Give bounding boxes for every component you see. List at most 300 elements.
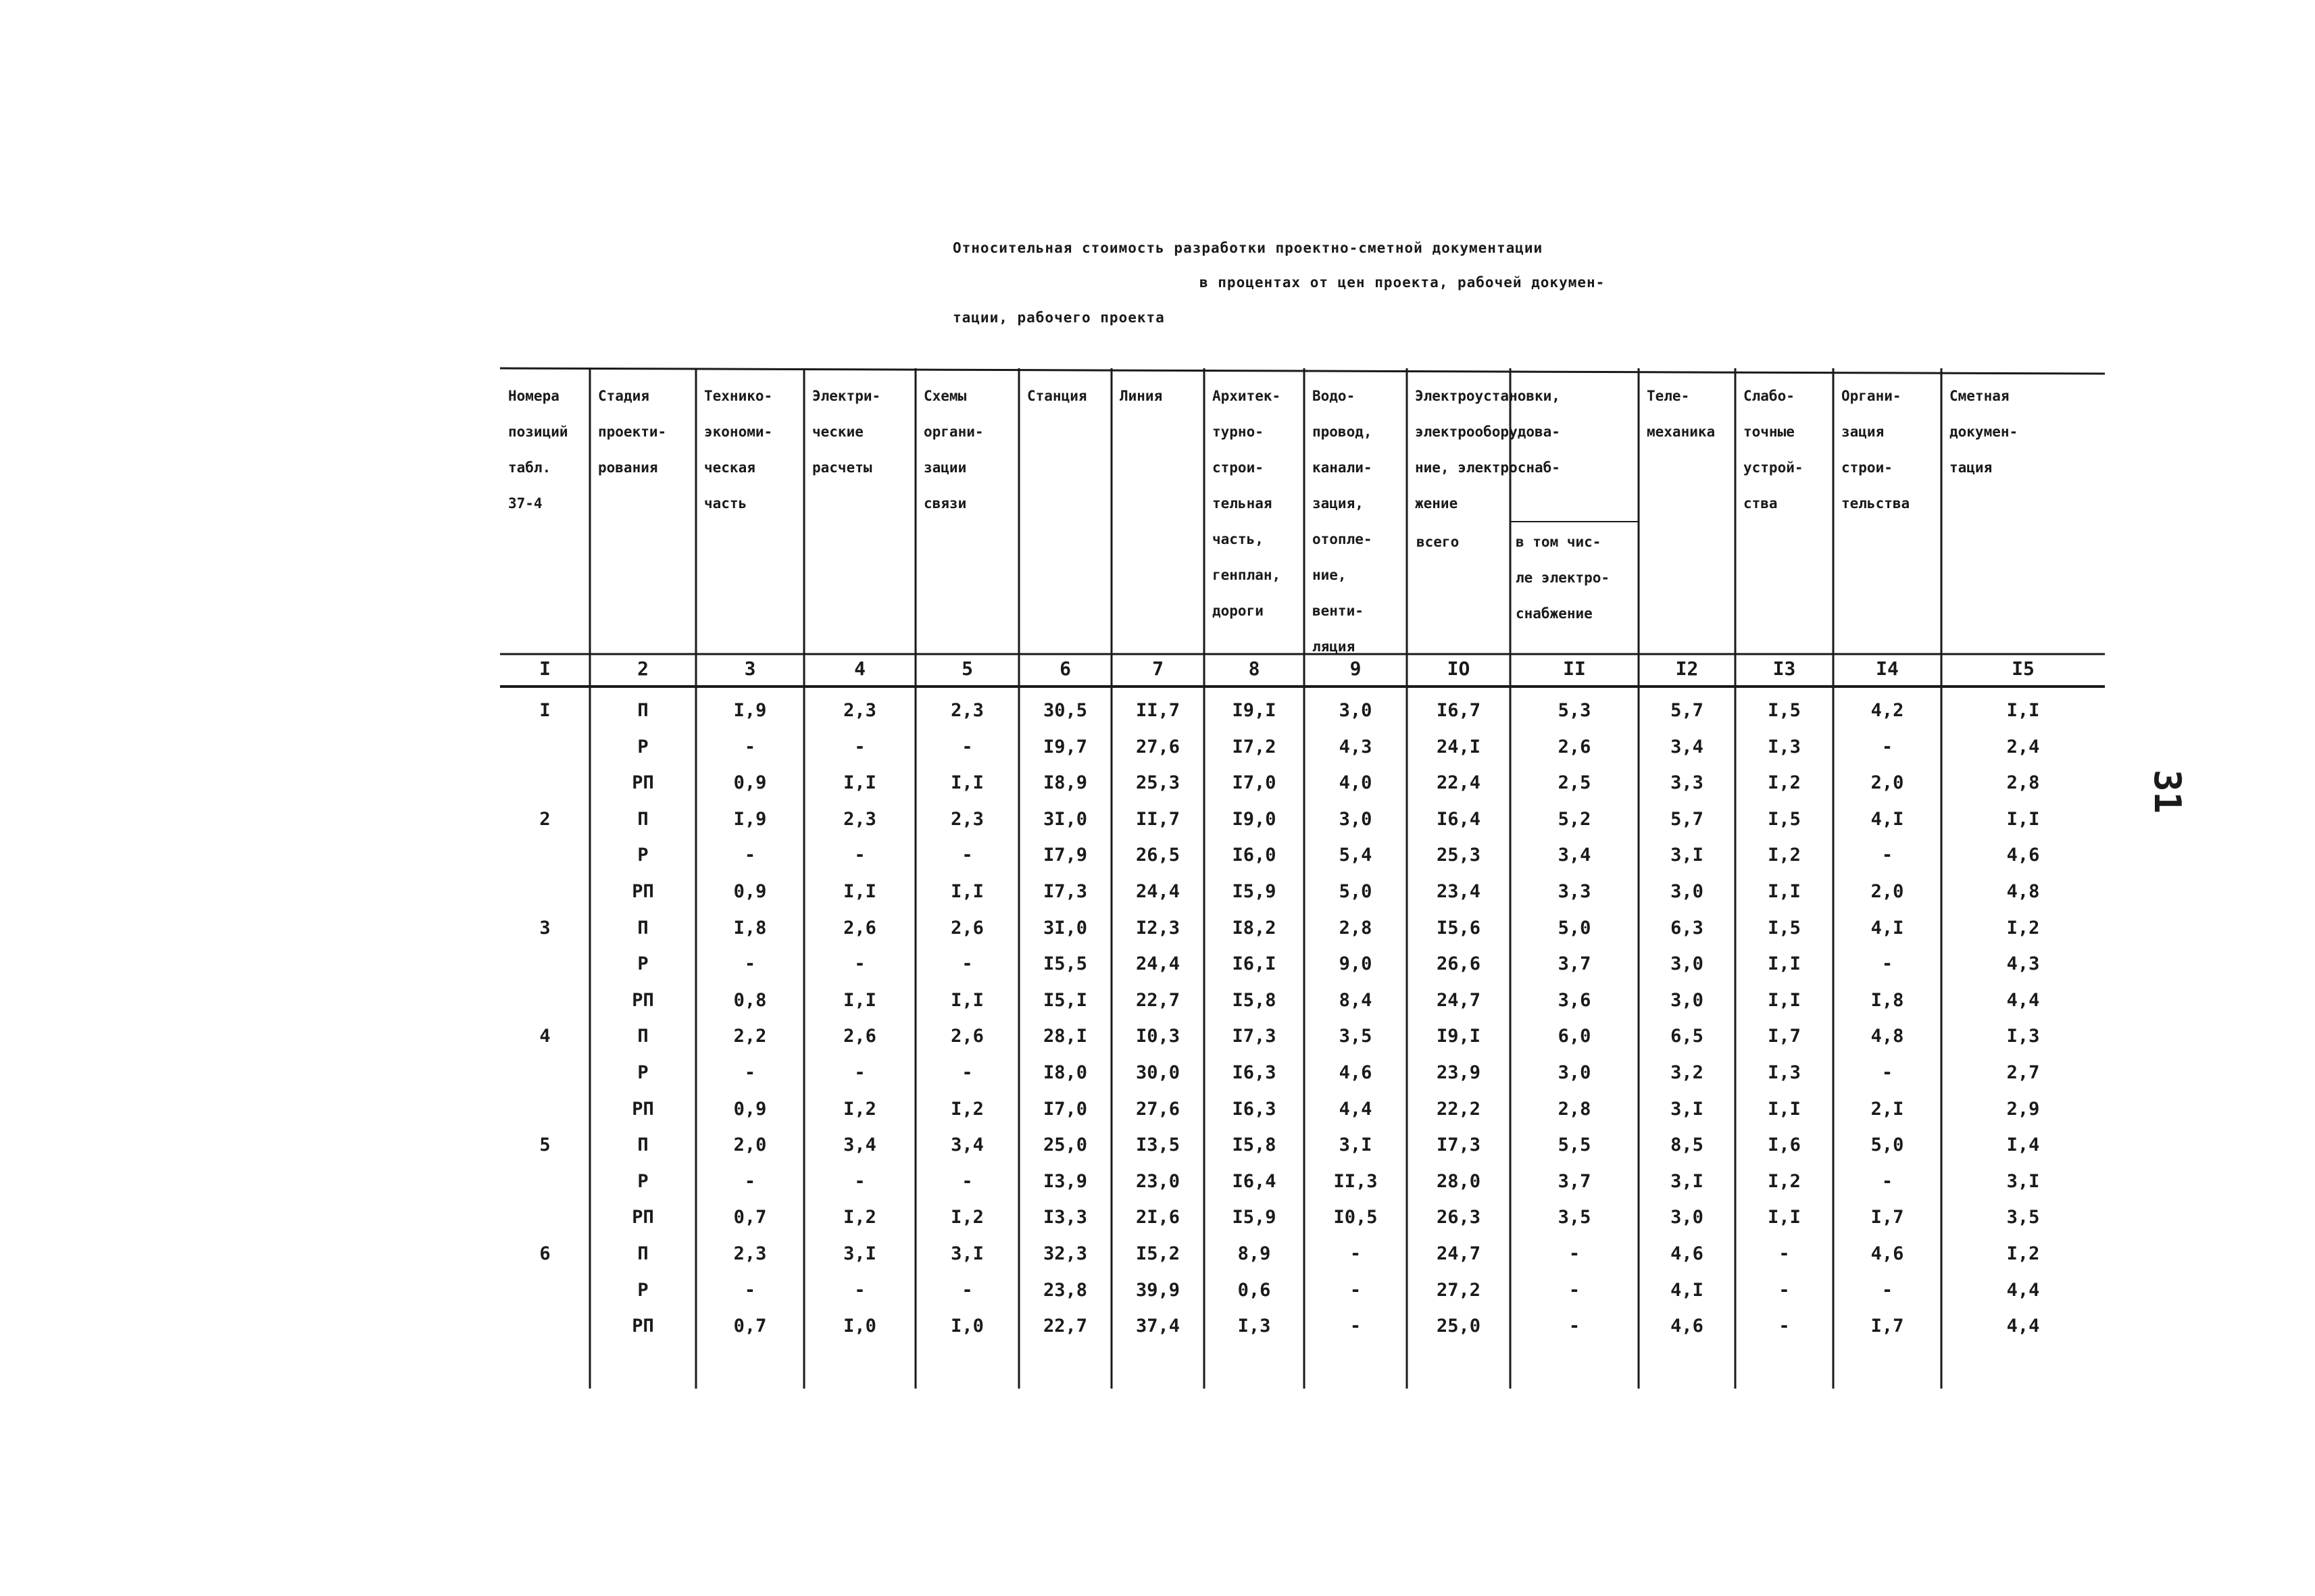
- value-cell: 30,5: [1043, 700, 1088, 721]
- value-cell: 3,0: [1670, 1207, 1703, 1228]
- value-cell: 22,2: [1436, 1098, 1481, 1120]
- value-cell: 3,0: [1670, 881, 1703, 902]
- value-cell: I2,3: [1135, 917, 1180, 939]
- value-cell: -: [854, 953, 866, 975]
- value-cell: -: [854, 1062, 866, 1083]
- value-cell: 3,I: [1670, 845, 1703, 866]
- header-cell-line: провод,: [1312, 424, 1372, 440]
- header-cell-line: Стадия: [598, 388, 649, 404]
- value-cell: I,I: [1768, 881, 1801, 902]
- value-cell: I3,5: [1135, 1134, 1180, 1156]
- header-cell-line: часть: [704, 495, 747, 512]
- value-cell: -: [854, 1170, 866, 1192]
- value-cell: I,2: [843, 1098, 876, 1120]
- header-cell-line: 37-4: [508, 495, 543, 512]
- value-cell: 25,3: [1436, 845, 1481, 866]
- value-cell: I7,3: [1436, 1134, 1481, 1156]
- value-cell: 4,0: [1339, 772, 1372, 794]
- value-cell: I,I: [951, 989, 984, 1011]
- value-cell: 5,3: [1558, 700, 1591, 721]
- value-cell: 6,3: [1670, 917, 1703, 939]
- stage-cell: Р: [637, 1170, 649, 1192]
- value-cell: I,I: [2006, 808, 2040, 830]
- value-cell: I6,I: [1232, 953, 1276, 975]
- value-cell: 2,8: [1339, 917, 1372, 939]
- stage-cell: Р: [637, 845, 649, 866]
- value-cell: I5,9: [1232, 881, 1276, 902]
- stage-cell: Р: [637, 736, 649, 757]
- column-number: I2: [1675, 657, 1699, 680]
- value-cell: I,7: [1870, 1316, 1904, 1337]
- value-cell: 2,6: [951, 917, 984, 939]
- value-cell: 3,I: [1339, 1134, 1372, 1156]
- value-cell: 3,I: [1670, 1098, 1703, 1120]
- value-cell: 3,4: [1558, 845, 1591, 866]
- value-cell: -: [1778, 1316, 1790, 1337]
- stage-cell: РП: [632, 989, 654, 1011]
- stage-cell: РП: [632, 1098, 654, 1120]
- value-cell: I,I: [2006, 700, 2040, 721]
- value-cell: -: [744, 1279, 756, 1301]
- header-cell-line: ние, электроснаб-: [1415, 459, 1560, 476]
- value-cell: I,2: [2006, 917, 2040, 939]
- value-cell: I3,9: [1043, 1170, 1088, 1192]
- value-cell: I,2: [2006, 1243, 2040, 1264]
- value-cell: 4,6: [1870, 1243, 1904, 1264]
- value-cell: I,I: [843, 989, 876, 1011]
- page-number: 31: [2146, 769, 2189, 814]
- value-cell: 23,8: [1043, 1279, 1088, 1301]
- value-cell: -: [1881, 1062, 1893, 1083]
- stage-cell: Р: [637, 1062, 649, 1083]
- value-cell: 28,I: [1043, 1026, 1088, 1047]
- header-cell-line: дороги: [1212, 603, 1264, 619]
- value-cell: 32,3: [1043, 1243, 1088, 1264]
- value-cell: 23,0: [1135, 1170, 1180, 1192]
- stage-cell: П: [637, 700, 649, 721]
- column-number: 8: [1248, 657, 1260, 680]
- value-cell: I,5: [1768, 917, 1801, 939]
- column-number: I4: [1876, 657, 1899, 680]
- value-cell: I7,2: [1232, 736, 1276, 757]
- column-number: 5: [962, 657, 973, 680]
- value-cell: -: [962, 1170, 973, 1192]
- value-cell: I0,3: [1135, 1026, 1180, 1047]
- value-cell: 5,7: [1670, 700, 1703, 721]
- column-number: 7: [1152, 657, 1164, 680]
- value-cell: 2,6: [843, 917, 876, 939]
- value-cell: 4,3: [2006, 953, 2040, 975]
- value-cell: 25,3: [1135, 772, 1180, 794]
- value-cell: 5,2: [1558, 808, 1591, 830]
- value-cell: 26,5: [1135, 845, 1180, 866]
- value-cell: -: [962, 953, 973, 975]
- value-cell: 4,8: [1870, 1026, 1904, 1047]
- header-cell-line: часть,: [1212, 531, 1264, 547]
- value-cell: 4,6: [2006, 845, 2040, 866]
- value-cell: I,I: [843, 881, 876, 902]
- value-cell: 4,3: [1339, 736, 1372, 757]
- value-cell: 0,7: [733, 1207, 767, 1228]
- value-cell: I,8: [733, 917, 767, 939]
- value-cell: -: [962, 736, 973, 757]
- header-cell-line: генплан,: [1212, 567, 1281, 583]
- value-cell: I5,9: [1232, 1207, 1276, 1228]
- value-cell: 30,0: [1135, 1062, 1180, 1083]
- value-cell: 5,5: [1558, 1134, 1591, 1156]
- value-cell: I3,3: [1043, 1207, 1088, 1228]
- header-cell-line: электрооборудова-: [1415, 424, 1560, 440]
- value-cell: 25,0: [1436, 1316, 1481, 1337]
- value-cell: 24,7: [1436, 1243, 1481, 1264]
- value-cell: 4,6: [1339, 1062, 1372, 1083]
- value-cell: 8,4: [1339, 989, 1372, 1011]
- value-cell: 2,6: [951, 1026, 984, 1047]
- header-cell-line: ние,: [1312, 567, 1347, 583]
- value-cell: -: [744, 1170, 756, 1192]
- header-cell-line: Электроустановки,: [1415, 388, 1560, 404]
- value-cell: 3,7: [1558, 953, 1591, 975]
- header-cell-line: точные: [1743, 424, 1795, 440]
- value-cell: -: [1349, 1243, 1362, 1264]
- header-cell-line: жение: [1415, 495, 1458, 512]
- value-cell: 4,4: [2006, 1279, 2040, 1301]
- value-cell: I7,3: [1043, 881, 1088, 902]
- value-cell: 3,0: [1670, 989, 1703, 1011]
- value-cell: I,2: [843, 1207, 876, 1228]
- value-cell: 3,I: [2006, 1170, 2040, 1192]
- value-cell: 3,0: [1339, 808, 1372, 830]
- value-cell: I6,0: [1232, 845, 1276, 866]
- value-cell: I,2: [1768, 772, 1801, 794]
- header-cell-line: расчеты: [812, 459, 872, 476]
- value-cell: I,5: [1768, 700, 1801, 721]
- stage-cell: П: [637, 917, 649, 939]
- value-cell: I5,I: [1043, 989, 1088, 1011]
- value-cell: I9,7: [1043, 736, 1088, 757]
- header-cell-line: ческая: [704, 459, 755, 476]
- value-cell: I5,2: [1135, 1243, 1180, 1264]
- value-cell: I,3: [1237, 1316, 1271, 1337]
- header-cell-line: Слабо-: [1743, 388, 1795, 404]
- value-cell: -: [962, 845, 973, 866]
- value-cell: I5,8: [1232, 989, 1276, 1011]
- value-cell: 2,5: [1558, 772, 1591, 794]
- value-cell: I,2: [1768, 845, 1801, 866]
- value-cell: 3,I: [951, 1243, 984, 1264]
- value-cell: 3,0: [1558, 1062, 1591, 1083]
- header-cell-line: рования: [598, 459, 658, 476]
- value-cell: -: [1881, 1170, 1893, 1192]
- value-cell: 3,3: [1670, 772, 1703, 794]
- value-cell: 2,4: [2006, 736, 2040, 757]
- header-cell-line: канали-: [1312, 459, 1372, 476]
- value-cell: 5,0: [1558, 917, 1591, 939]
- value-cell: I8,2: [1232, 917, 1276, 939]
- column-number: 3: [744, 657, 756, 680]
- value-cell: I,4: [2006, 1134, 2040, 1156]
- value-cell: I6,4: [1232, 1170, 1276, 1192]
- header-cell-line: турно-: [1212, 424, 1264, 440]
- value-cell: I,3: [2006, 1026, 2040, 1047]
- value-cell: 24,4: [1135, 881, 1180, 902]
- header-cell-line: венти-: [1312, 603, 1364, 619]
- value-cell: 3,2: [1670, 1062, 1703, 1083]
- header-cell-line: Номера: [508, 388, 559, 404]
- value-cell: I,3: [1768, 736, 1801, 757]
- header-cell-line: тация: [1949, 459, 1993, 476]
- value-cell: 23,4: [1436, 881, 1481, 902]
- value-cell: 24,I: [1436, 736, 1481, 757]
- value-cell: 2,3: [733, 1243, 767, 1264]
- subheader-incl-line: ле электро-: [1516, 570, 1610, 586]
- stage-cell: РП: [632, 881, 654, 902]
- subheader-incl-line: снабжение: [1516, 605, 1593, 622]
- title-line-1: Относительная стоимость разработки проектно-сметной документации: [953, 240, 1543, 256]
- header-cell-line: органи-: [924, 424, 984, 440]
- value-cell: 25,0: [1043, 1134, 1088, 1156]
- value-cell: I,I: [1768, 1098, 1801, 1120]
- value-cell: I7,9: [1043, 845, 1088, 866]
- value-cell: I,I: [1768, 953, 1801, 975]
- header-cell-line: Технико-: [704, 388, 773, 404]
- position-number-cell: 3: [539, 917, 551, 939]
- value-cell: -: [1881, 953, 1893, 975]
- value-cell: 5,0: [1870, 1134, 1904, 1156]
- value-cell: I7,0: [1043, 1098, 1088, 1120]
- value-cell: 3I,0: [1043, 808, 1088, 830]
- value-cell: 28,0: [1436, 1170, 1481, 1192]
- value-cell: I6,4: [1436, 808, 1481, 830]
- header-cell-line: Водо-: [1312, 388, 1355, 404]
- value-cell: -: [1568, 1316, 1580, 1337]
- value-cell: -: [744, 845, 756, 866]
- value-cell: 27,2: [1436, 1279, 1481, 1301]
- header-cell-line: строи-: [1841, 459, 1893, 476]
- value-cell: -: [854, 736, 866, 757]
- column-number: 9: [1349, 657, 1362, 680]
- value-cell: II,3: [1333, 1170, 1378, 1192]
- column-number: I: [539, 657, 551, 680]
- value-cell: I,7: [1870, 1207, 1904, 1228]
- value-cell: 2,0: [1870, 772, 1904, 794]
- value-cell: I,I: [951, 881, 984, 902]
- value-cell: II,7: [1135, 808, 1180, 830]
- value-cell: 3,I: [1670, 1170, 1703, 1192]
- value-cell: 3,6: [1558, 989, 1591, 1011]
- value-cell: II,7: [1135, 700, 1180, 721]
- value-cell: I5,6: [1436, 917, 1481, 939]
- value-cell: 5,4: [1339, 845, 1372, 866]
- value-cell: 3,4: [951, 1134, 984, 1156]
- header-cell-line: зация: [1841, 424, 1885, 440]
- value-cell: I,2: [951, 1207, 984, 1228]
- value-cell: -: [1881, 1279, 1893, 1301]
- stage-cell: П: [637, 1243, 649, 1264]
- table-top-rule: [500, 368, 2105, 374]
- value-cell: 2,8: [2006, 772, 2040, 794]
- value-cell: -: [854, 845, 866, 866]
- value-cell: 2,6: [1558, 736, 1591, 757]
- value-cell: 3,4: [1670, 736, 1703, 757]
- value-cell: 27,6: [1135, 1098, 1180, 1120]
- value-cell: -: [1778, 1243, 1790, 1264]
- value-cell: -: [1349, 1316, 1362, 1337]
- value-cell: 24,4: [1135, 953, 1180, 975]
- value-cell: I8,0: [1043, 1062, 1088, 1083]
- stage-cell: П: [637, 1134, 649, 1156]
- value-cell: I9,0: [1232, 808, 1276, 830]
- header-cell-line: зации: [924, 459, 967, 476]
- value-cell: 3,4: [843, 1134, 876, 1156]
- column-number: 4: [854, 657, 866, 680]
- stage-cell: П: [637, 808, 649, 830]
- position-number-cell: 6: [539, 1243, 551, 1264]
- column-number: I5: [2012, 657, 2035, 680]
- header-cell-line: тельства: [1841, 495, 1910, 512]
- stage-cell: Р: [637, 1279, 649, 1301]
- value-cell: 3,I: [843, 1243, 876, 1264]
- value-cell: 9,0: [1339, 953, 1372, 975]
- value-cell: 3,7: [1558, 1170, 1591, 1192]
- value-cell: 4,4: [2006, 989, 2040, 1011]
- title-line-2: в процентах от цен проекта, рабочей докумен-: [1199, 274, 1605, 291]
- value-cell: I6,7: [1436, 700, 1481, 721]
- value-cell: I,7: [1768, 1026, 1801, 1047]
- value-cell: 4,4: [1339, 1098, 1372, 1120]
- value-cell: 3,0: [1670, 953, 1703, 975]
- value-cell: 2,I: [1870, 1098, 1904, 1120]
- value-cell: I,2: [1768, 1170, 1801, 1192]
- value-cell: 8,9: [1237, 1243, 1271, 1264]
- value-cell: 2,9: [2006, 1098, 2040, 1120]
- value-cell: 3,0: [1339, 700, 1372, 721]
- value-cell: -: [1881, 845, 1893, 866]
- value-cell: I0,5: [1333, 1207, 1378, 1228]
- value-cell: 5,7: [1670, 808, 1703, 830]
- value-cell: -: [1568, 1243, 1580, 1264]
- value-cell: 39,9: [1135, 1279, 1180, 1301]
- header-cell-line: Архитек-: [1212, 388, 1281, 404]
- stage-cell: Р: [637, 953, 649, 975]
- position-number-cell: 2: [539, 808, 551, 830]
- subheader-incl-line: в том чис-: [1516, 534, 1601, 550]
- stage-cell: РП: [632, 772, 654, 794]
- value-cell: 2,6: [843, 1026, 876, 1047]
- value-cell: 3,5: [1558, 1207, 1591, 1228]
- value-cell: 2,0: [1870, 881, 1904, 902]
- header-cell-line: Схемы: [924, 388, 967, 404]
- value-cell: I7,3: [1232, 1026, 1276, 1047]
- value-cell: I,I: [1768, 989, 1801, 1011]
- value-cell: 0,6: [1237, 1279, 1271, 1301]
- value-cell: I,3: [1768, 1062, 1801, 1083]
- value-cell: I,0: [951, 1316, 984, 1337]
- value-cell: 2,7: [2006, 1062, 2040, 1083]
- value-cell: 4,6: [1670, 1243, 1703, 1264]
- position-number-cell: 5: [539, 1134, 551, 1156]
- header-cell-line: докумен-: [1949, 424, 2018, 440]
- value-cell: -: [962, 1062, 973, 1083]
- value-cell: 6,5: [1670, 1026, 1703, 1047]
- stage-cell: РП: [632, 1207, 654, 1228]
- value-cell: I9,I: [1436, 1026, 1481, 1047]
- value-cell: -: [744, 953, 756, 975]
- header-cell-line: ческие: [812, 424, 864, 440]
- column-number: I3: [1772, 657, 1796, 680]
- value-cell: I,2: [951, 1098, 984, 1120]
- header-cell-line: Станция: [1027, 388, 1087, 404]
- value-cell: 2,2: [733, 1026, 767, 1047]
- value-cell: 2,3: [843, 808, 876, 830]
- value-cell: 4,6: [1670, 1316, 1703, 1337]
- header-cell-line: табл.: [508, 459, 551, 476]
- value-cell: 22,7: [1043, 1316, 1088, 1337]
- value-cell: I6,3: [1232, 1062, 1276, 1083]
- subheader-total: всего: [1416, 534, 1460, 550]
- value-cell: 4,I: [1870, 917, 1904, 939]
- value-cell: I8,9: [1043, 772, 1088, 794]
- header-cell-line: строи-: [1212, 459, 1264, 476]
- value-cell: 0,9: [733, 881, 767, 902]
- position-number-cell: 4: [539, 1026, 551, 1047]
- header-cell-line: зация,: [1312, 495, 1364, 512]
- value-cell: 3,5: [1339, 1026, 1372, 1047]
- value-cell: I5,8: [1232, 1134, 1276, 1156]
- value-cell: I,I: [951, 772, 984, 794]
- value-cell: 24,7: [1436, 989, 1481, 1011]
- value-cell: 22,4: [1436, 772, 1481, 794]
- value-cell: 37,4: [1135, 1316, 1180, 1337]
- value-cell: -: [744, 736, 756, 757]
- value-cell: -: [1568, 1279, 1580, 1301]
- value-cell: -: [1349, 1279, 1362, 1301]
- value-cell: -: [854, 1279, 866, 1301]
- value-cell: -: [1881, 736, 1893, 757]
- header-cell-line: тельная: [1212, 495, 1272, 512]
- value-cell: 23,9: [1436, 1062, 1481, 1083]
- value-cell: -: [744, 1062, 756, 1083]
- value-cell: I,I: [843, 772, 876, 794]
- value-cell: I7,0: [1232, 772, 1276, 794]
- header-cell-line: Сметная: [1949, 388, 2010, 404]
- value-cell: 4,4: [2006, 1316, 2040, 1337]
- value-cell: 3,3: [1558, 881, 1591, 902]
- value-cell: I9,I: [1232, 700, 1276, 721]
- value-cell: I,9: [733, 700, 767, 721]
- value-cell: I,8: [1870, 989, 1904, 1011]
- header-cell-line: проекти-: [598, 424, 667, 440]
- value-cell: 4,8: [2006, 881, 2040, 902]
- value-cell: -: [962, 1279, 973, 1301]
- value-cell: 26,6: [1436, 953, 1481, 975]
- value-cell: 0,7: [733, 1316, 767, 1337]
- header-cell-line: ляция: [1312, 639, 1355, 655]
- value-cell: 3,5: [2006, 1207, 2040, 1228]
- value-cell: 4,I: [1670, 1279, 1703, 1301]
- value-cell: 27,6: [1135, 736, 1180, 757]
- value-cell: 2,3: [843, 700, 876, 721]
- header-cell-line: устрой-: [1743, 459, 1803, 476]
- header-cell-line: механика: [1647, 424, 1716, 440]
- header-cell-line: Электри-: [812, 388, 881, 404]
- stage-cell: П: [637, 1026, 649, 1047]
- value-cell: 2,3: [951, 808, 984, 830]
- value-cell: I,9: [733, 808, 767, 830]
- value-cell: 26,3: [1436, 1207, 1481, 1228]
- value-cell: 4,I: [1870, 808, 1904, 830]
- value-cell: 8,5: [1670, 1134, 1703, 1156]
